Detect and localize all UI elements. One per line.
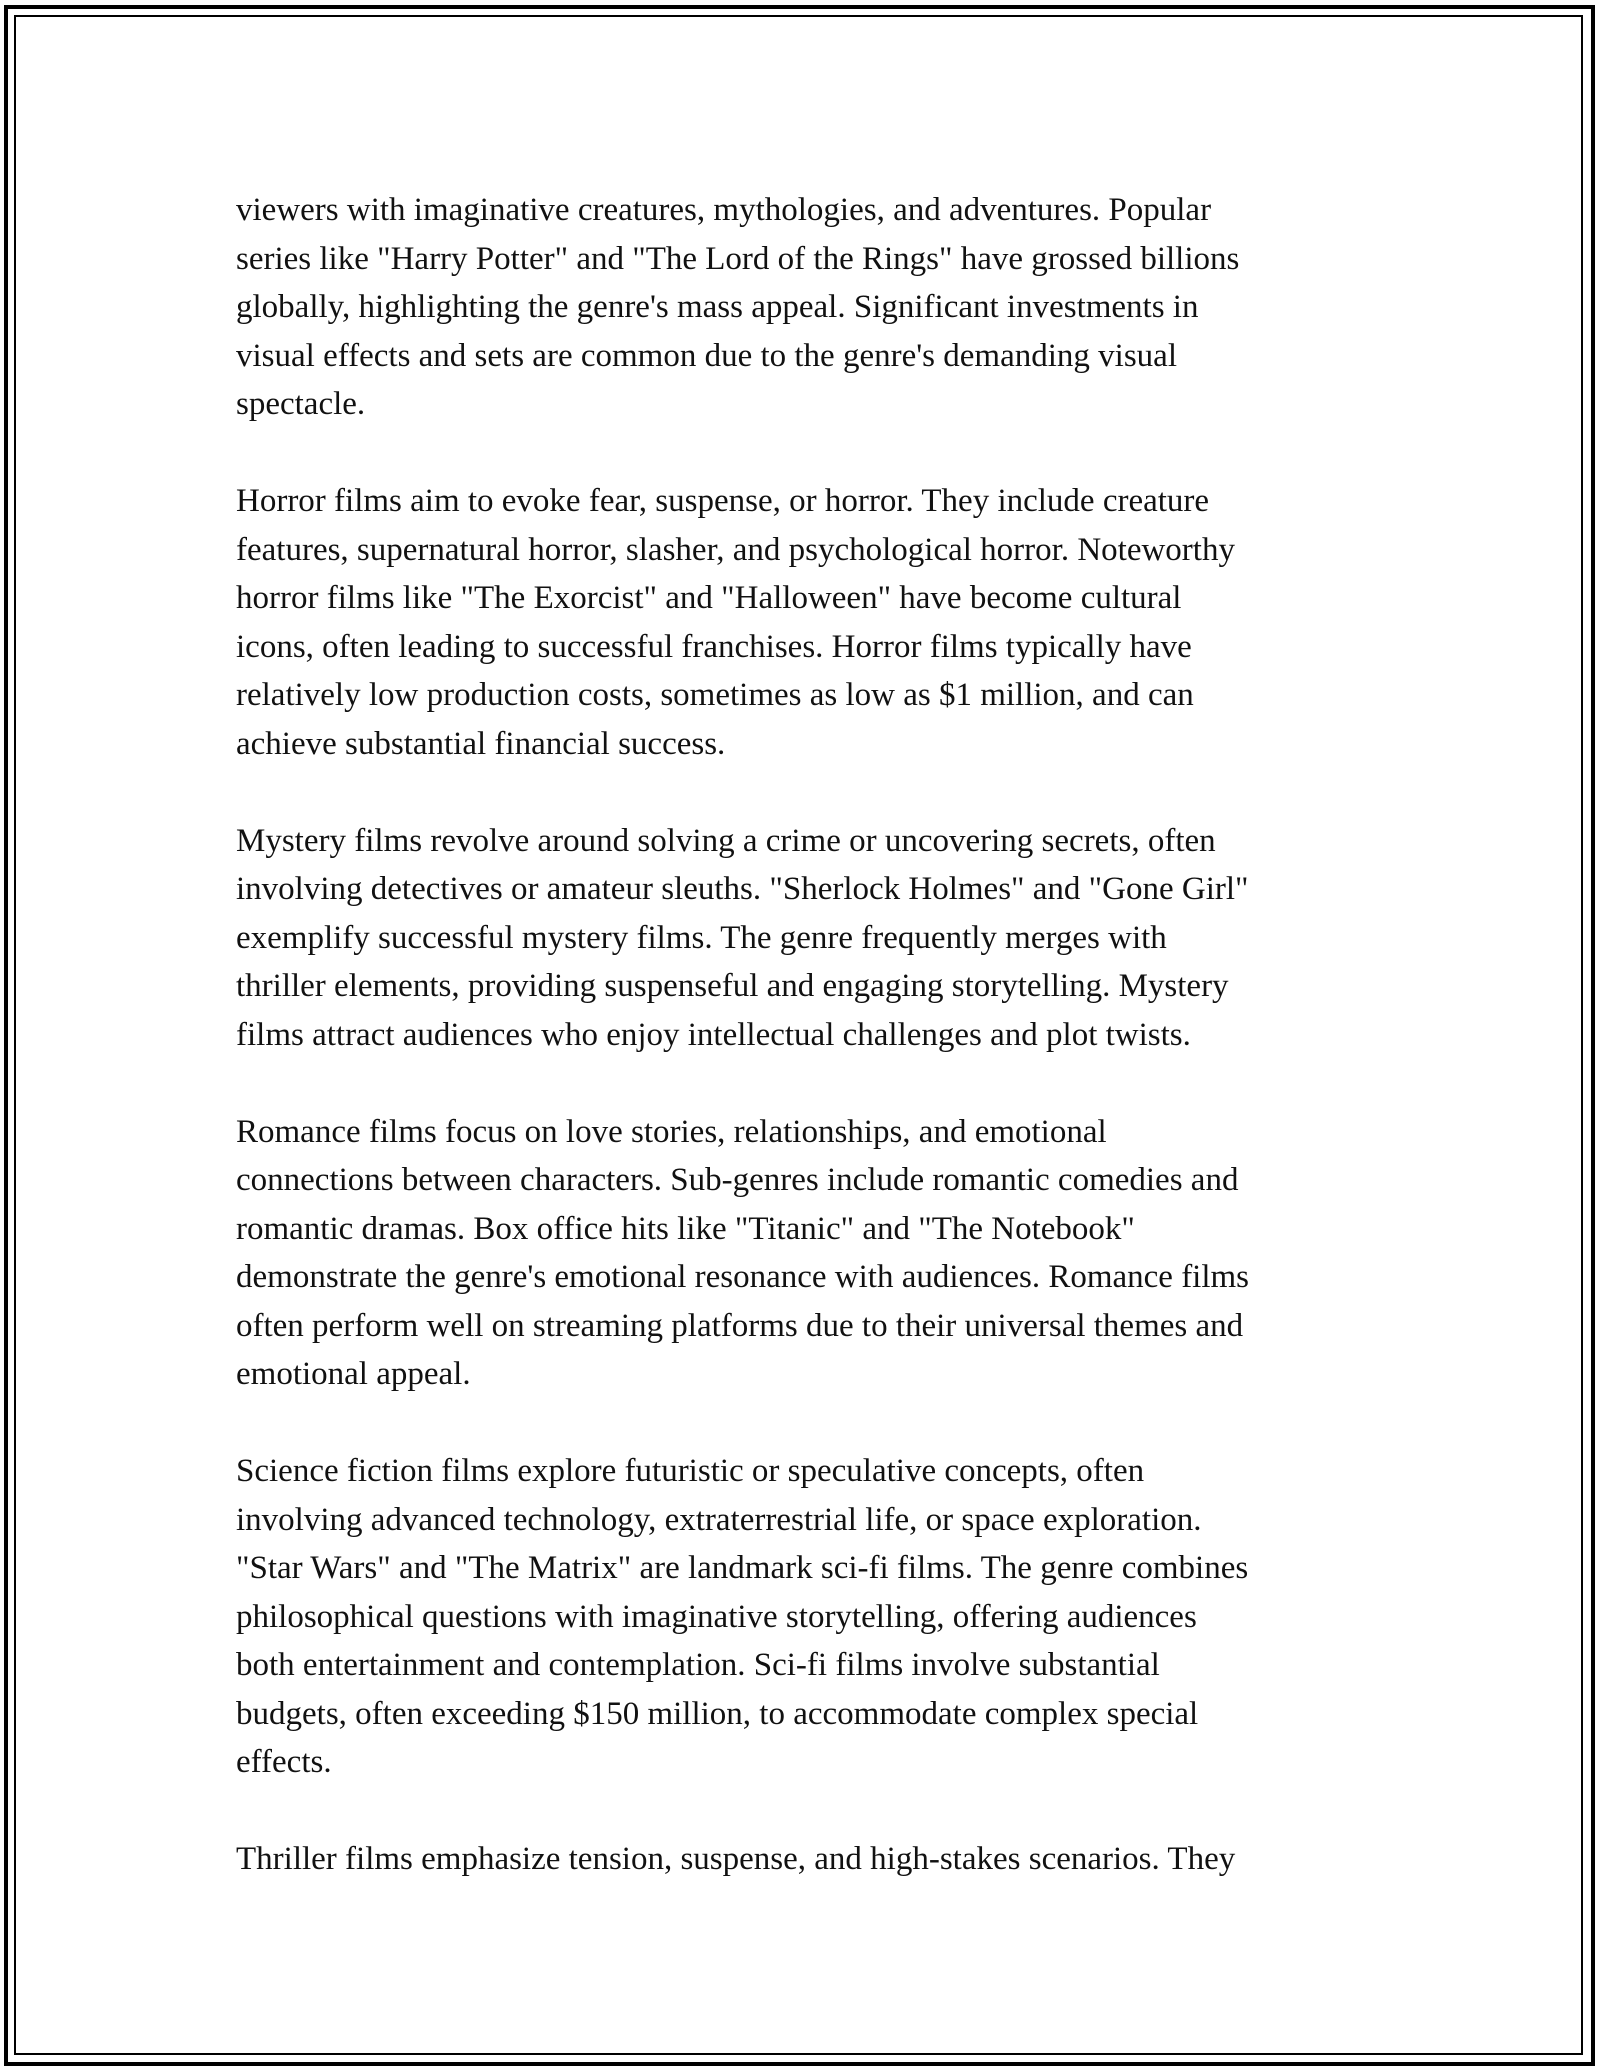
paragraph-mystery: Mystery films revolve around solving a crime or uncovering secrets, often involving detectives or amateur sleuths. "Sherlock Holmes" and "Gone Girl" exemplify successful mystery films. The genre frequently merges with thriller elements, providing suspenseful and engaging storytelling. Mystery films attract audiences who enjoy intellectual challenges and plot twists. <box>236 822 1249 1053</box>
paragraph-science-fiction: Science fiction films explore futuristic or speculative concepts, often involving advanced technology, extraterrestrial life, or space exploration. "Star Wars" and "The Matrix" are landmark sci-fi films. The genre combines philosophical questions with imaginative storytelling, offering audiences both entertainment and contemplation. Sci-fi films involve substantial budgets, often exceeding $150 million, to accommodate complex special effects. <box>236 1453 1249 1780</box>
paragraph-fantasy: viewers with imaginative creatures, mythologies, and adventures. Popular series like "Harry Potter" and "The Lord of the Rings" have grossed billions globally, highlighting the genre's mass appeal. Significant investments in visual effects and sets are common due to the genre's demanding visual spectacle. <box>236 192 1240 422</box>
document-body <box>236 186 1376 1932</box>
paragraph-thriller: Thriller films emphasize tension, suspense, and high-stakes scenarios. They <box>236 1841 1236 1877</box>
paragraph-romance: Romance films focus on love stories, relationships, and emotional connections between characters. Sub-genres include romantic comedies and romantic dramas. Box office hits like "Titanic" and "The Notebook" demonstrate the genre's emotional resonance with audiences. Romance films often perform well on streaming platforms due to their universal themes and emotional appeal. <box>236 1113 1250 1392</box>
paragraph-horror: Horror films aim to evoke fear, suspense, or horror. They include creature features, supernatural horror, slasher, and psychological horror. Noteworthy horror films like "The Exorcist" and "Halloween" have become cultural icons, often leading to successful franchises. Horror films typically have relatively low production costs, sometimes as low as $1 million, and can achieve substantial financial success. <box>236 483 1235 762</box>
